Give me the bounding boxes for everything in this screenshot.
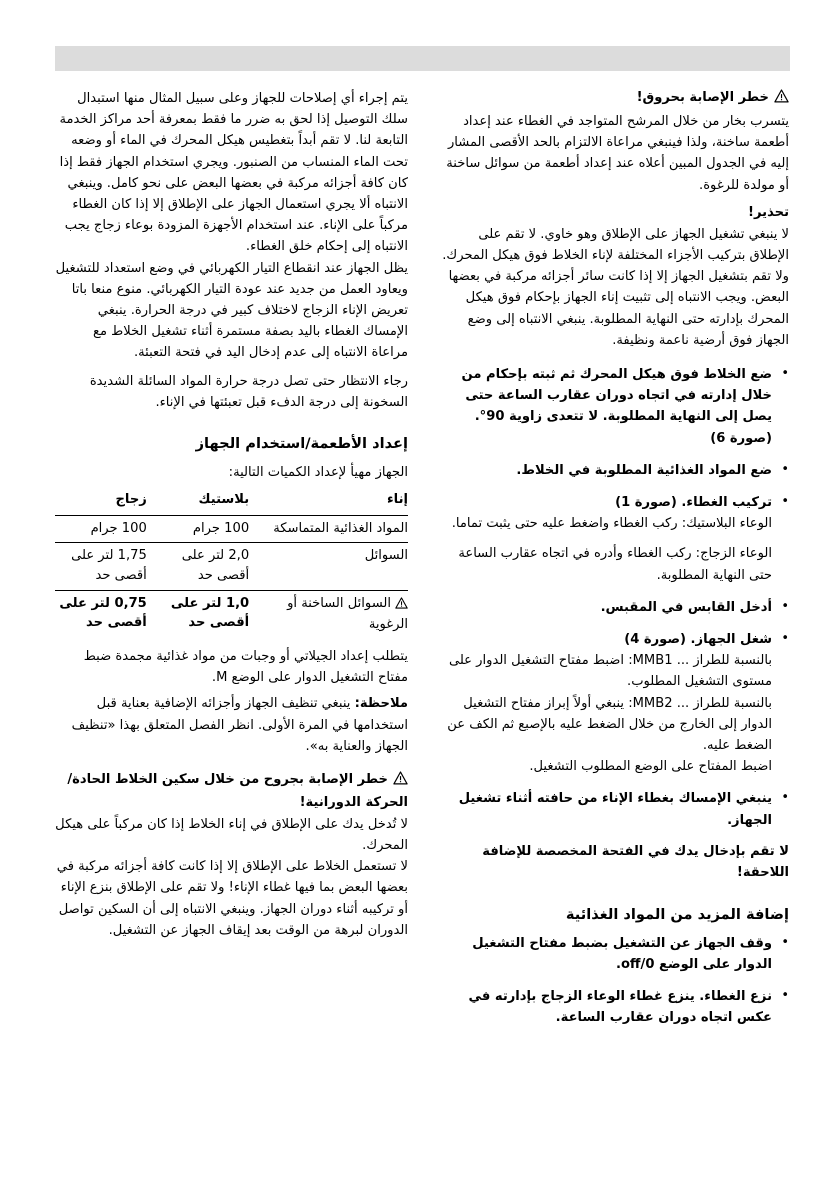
step-lead: تركيب الغطاء. (صورة 1) (615, 494, 772, 510)
burn-warning-body: يتسرب بخار من خلال المرشح المتواجد في الغطاء عند إعداد أطعمة ساخنة، ولذا فينبغي مراعاة الالتزام بالحد الأقصى المشار إليه في الجدول المبين أعلاه عند إعداد أطعمة من سوائل ساخنة أو مولدة للرغوة. (446, 113, 789, 193)
table-cell-plastic: 100 جرام (192, 520, 250, 536)
list-item (436, 492, 789, 586)
gelato-paragraph: يتطلب إعداد الجيلاتي أو وجبات من مواد غذائية مجمدة ضبط مفتاح التشغيل الدوار على الوضع M. (83, 648, 408, 686)
burn-warning-title-text: خطر الإصابة بحروق! (636, 90, 769, 105)
left-column (436, 88, 789, 1128)
intro-paragraph: يتم إجراء أي إصلاحات للجهاز وعلى سبيل المثال منها استبدال سلك التوصيل إذا لحق به ضرر ما فقط بمعرفة أحد مراكز الخدمة التابعة لنا. لا تقم أبداً بتغطيس هيكل المحرك في الماء أو وضعه تحت الماء المنساب من الصنبور. ويجري استخدام الجهاز فقط إذا كان كافة أجزائه مركبة في بعضها البعض على نحو كامل. وينبغي الانتباه ألا يجري استعمال الجهاز على الإطلاق إلا إذا كان الغطاء مركباً على الإناء. عند استخدام الأجهزة المزودة بوعاء زجاج يجب الانتباه إلى إحكام خلق الغطاء. (59, 91, 408, 255)
wait-paragraph: رجاء الانتظار حتى تصل درجة حرارة المواد السائلة الشديدة السخونة إلى درجة الدفء قبل تعبئتها في الإناء. (89, 373, 408, 410)
quantities-table (55, 487, 408, 639)
step-sub: الوعاء الزجاج: ركب الغطاء وأدره في اتجاه عقارب الساعة حتى النهاية المطلوبة. (458, 546, 772, 583)
step-lead: أدخل القابس في المقبس. (600, 599, 772, 615)
section-heading-food-prep: إعداد الأطعمة/استخدام الجهاز (195, 435, 408, 453)
table-cell-label: السوائل (364, 548, 408, 564)
step-lead: شغل الجهاز. (صورة 4) (624, 631, 772, 647)
hold-lid-item: ينبغي الإمساك بغطاء الإناء من حافته أثناء تشغيل الجهاز. (458, 791, 772, 828)
step-sub: بالنسبة للطراز ... MMB1: اضبط مفتاح التشغيل الدوار على مستوى التشغيل المطلوب. (448, 653, 772, 690)
table-header-glass: زجاج (115, 492, 147, 508)
step-sub: الوعاء البلاستيك: ركب الغطاء واضغط عليه حتى يثبت تماما. (451, 516, 772, 532)
step-lead: ضع الخلاط فوق هيكل المحرك ثم ثبته بإحكام من خلال إدارته في اتجاه دوران عقارب الساعة حتى يصل إلى النهاية المطلوبة. لا تتعدى زاوية 90°. (صورة 6) (461, 366, 772, 446)
operating-steps-list (436, 364, 789, 831)
list-item (436, 629, 789, 777)
power-paragraph: يظل الجهاز عند انقطاع التيار الكهربائي في وضع استعداد للتشغيل ويعاود العمل من جديد عند عودة التيار الكهربائي. منوع منعا باتا تعريض الإناء الزجاج لاختلاف كبير في درجة الحرارة. ينبغي الإمساك الغطاء باليد بصفة مستمرة أثناء تشغيل الخلاط مع مراعاة الانتباه إلى عدم إدخال اليد في فتحة التعبئة. (55, 260, 408, 361)
blade-warning-title (55, 770, 408, 814)
caution-title: تحذير! (748, 204, 789, 220)
list-item (436, 933, 789, 975)
page-header-bar (55, 46, 790, 71)
list-item (436, 788, 789, 830)
right-column (55, 88, 408, 1128)
table-row (55, 590, 408, 639)
table-row (55, 543, 408, 590)
note-paragraph (55, 693, 408, 757)
table-cell-label: المواد الغذائية المتماسكة (273, 520, 408, 536)
list-item (436, 364, 789, 449)
add-food-step-lead: نزع الغطاء. ينزع غطاء الوعاء الزجاج بإدارته في عكس اتجاه دوران عقارب الساعة. (468, 988, 772, 1026)
blade-warning-title-text: خطر الإصابة بجروح من خلال سكين الخلاط الحادة/الحركة الدورانية! (67, 772, 408, 810)
table-head (55, 487, 408, 515)
warning-triangle-icon (393, 771, 408, 793)
caution-body: لا ينبغي تشغيل الجهاز على الإطلاق وهو خاوي. لا تقم على الإطلاق بتركيب الأجزاء المختلفة لإناء الخلاط فوق هيكل المحرك. ولا تقم بتشغيل الجهاز إلا إذا كانت سائر أجزائه مركبة في بعضها البعض. ويجب الانتباه إلى تثبيت إناء الجهاز بإحكام فوق هيكل المحرك بإدارته حتى النهاية المطلوبة. ينبغي الانتباه إلى وضع الجهاز فوق أرضية ناعمة ونظيفة. (442, 226, 789, 348)
list-item (436, 460, 789, 481)
note-text: ينبغي تنظيف الجهاز وأجزائه الإضافية بعناية قبل استخدامها في المرة الأولى. انظر الفصل المتعلق بهذا «تنظيف الجهاز والعناية به». (71, 696, 408, 754)
list-item (436, 986, 789, 1028)
table-header-label: إناء (386, 492, 408, 508)
blade-warning-body-1: لا تُدخل يدك على الإطلاق في إناء الخلاط إذا كان مركباً على هيكل المحرك. (55, 816, 408, 854)
table-cell-glass: 100 جرام (90, 520, 147, 536)
blade-warning-body-2: لا تستعمل الخلاط على الإطلاق إلا إذا كانت كافة أجزائه مركبة في بعضها البعض بما فيها غطاء الإناء! ولا تقم على الإطلاق بنزع الإناء أو تركيبه أثناء دوران الجهاز. وينبغي الانتباه إلى أن السكين تواصل الدوران لبرهة من الوقت بعد إيقاف الجهاز عن التشغيل. (56, 859, 408, 938)
note-label: ملاحظة: (354, 696, 408, 712)
step-sub: اضبط المفتاح على الوضع المطلوب التشغيل. (529, 759, 772, 775)
table-header-row (55, 487, 408, 515)
section-heading-add-food: إضافة المزيد من المواد الغذائية (565, 905, 789, 923)
two-column-body (55, 88, 790, 1128)
add-food-step-lead: وقف الجهاز عن التشغيل بضبط مفتاح التشغيل الدوار على الوضع off/0. (472, 935, 772, 972)
table-cell-glass: 1,75 لتر على أقصى حد (71, 548, 147, 584)
list-item (436, 597, 789, 618)
step-lead: ضع المواد الغذائية المطلوبة في الخلاط. (516, 462, 772, 478)
add-food-steps-list (436, 933, 789, 1029)
table-cell-plastic: 2,0 لتر على أقصى حد (181, 548, 250, 584)
hand-warning: لا تقم بإدخال يدك في الفتحة المخصصة للإضافة اللاحقة! (482, 843, 789, 880)
warning-triangle-icon (395, 596, 408, 616)
burn-warning-title (436, 88, 789, 111)
warning-triangle-icon (774, 89, 789, 111)
table-intro: الجهاز مهيأ لإعداد الكميات التالية: (228, 464, 408, 480)
table-cell-glass: 0,75 لتر على أقصى حد (59, 595, 147, 631)
table-row (55, 515, 408, 543)
table-cell-plastic: 1,0 لتر على أقصى حد (170, 595, 250, 631)
table-cell-label-text: السوائل الساخنة أو الرغوية (287, 595, 408, 633)
table-header-plastic: بلاستيك (198, 492, 250, 508)
step-sub: بالنسبة للطراز ... MMB2: ينبغي أولاً إبراز مفتاح التشغيل الدوار إلى الخارج من خلال الضغط عليه بالإصبع ثم الكف عن الضغط عليه. (447, 695, 772, 753)
table-cell-label (249, 590, 408, 639)
table-body (55, 515, 408, 639)
